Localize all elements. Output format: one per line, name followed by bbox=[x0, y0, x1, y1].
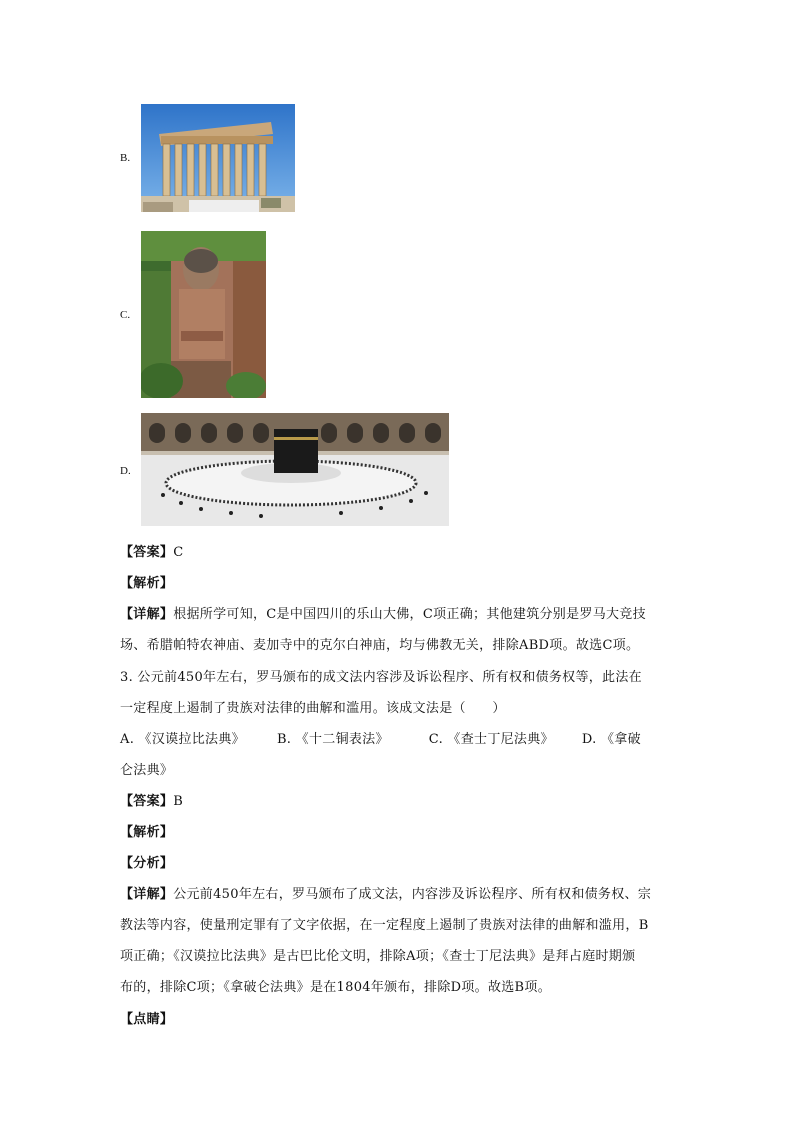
q3-detail-line4: 布的，排除C项；《拿破仑法典》是在1804年颁布，排除D项。故选B项。 bbox=[120, 980, 552, 995]
q3-analysis-tag: 【解析】 bbox=[120, 825, 174, 840]
q3-detail-line1 bbox=[120, 883, 651, 902]
answer-value: C bbox=[173, 545, 184, 560]
option-d-continued: 仑法典》 bbox=[120, 763, 174, 778]
option-b: B. 《十二铜表法》 bbox=[276, 732, 389, 747]
answer-tag: 【答案】 bbox=[120, 545, 174, 560]
option-c: C. 《查士丁尼法典》 bbox=[428, 732, 554, 747]
q3-answer bbox=[120, 790, 183, 809]
kaaba-photo bbox=[141, 413, 449, 526]
q3-options-row bbox=[120, 728, 641, 747]
option-d: D. 《拿破 bbox=[581, 732, 641, 747]
answer-tag: 【答案】 bbox=[120, 794, 174, 809]
option-a: A. 《汉谟拉比法典》 bbox=[120, 732, 245, 747]
q3-stem-line1: 3. 公元前450年左右，罗马颁布的成文法内容涉及诉讼程序、所有权和债务权等，此法在 bbox=[120, 670, 642, 685]
detail-tag: 【详解】 bbox=[120, 607, 174, 622]
q2-detail-line1 bbox=[120, 603, 646, 622]
q2-analysis-tag: 【解析】 bbox=[120, 576, 174, 591]
q3-detail-line2: 教法等内容，使量刑定罪有了文字依据，在一定程度上遏制了贵族对法律的曲解和滥用，B bbox=[120, 918, 649, 933]
option-c-letter: C. bbox=[120, 309, 131, 321]
option-d-letter: D. bbox=[120, 465, 131, 477]
detail-tag: 【详解】 bbox=[120, 887, 174, 902]
leshan-buddha-photo bbox=[141, 231, 266, 398]
q3-detail-line3: 项正确；《汉谟拉比法典》是古巴比伦文明，排除A项；《查士丁尼法典》是拜占庭时期颁 bbox=[120, 949, 636, 964]
answer-value: B bbox=[173, 794, 184, 809]
detail-text: 公元前450年左右，罗马颁布了成文法，内容涉及诉讼程序、所有权和债务权、宗 bbox=[173, 887, 652, 902]
q3-stem-line2: 一定程度上遏制了贵族对法律的曲解和滥用。该成文法是（ ） bbox=[120, 701, 506, 716]
detail-text: 根据所学可知，C是中国四川的乐山大佛，C项正确；其他建筑分别是罗马大竞技 bbox=[173, 607, 646, 622]
q2-detail-line2: 场、希腊帕特农神庙、麦加寺中的克尔白神庙，均与佛教无关，排除ABD项。故选C项。 bbox=[120, 638, 640, 653]
q2-answer bbox=[120, 541, 183, 560]
q3-fenxi-tag: 【分析】 bbox=[120, 856, 174, 871]
q3-dianjing-tag: 【点睛】 bbox=[120, 1012, 174, 1027]
option-b-letter: B. bbox=[120, 152, 131, 164]
parthenon-photo bbox=[141, 104, 295, 212]
